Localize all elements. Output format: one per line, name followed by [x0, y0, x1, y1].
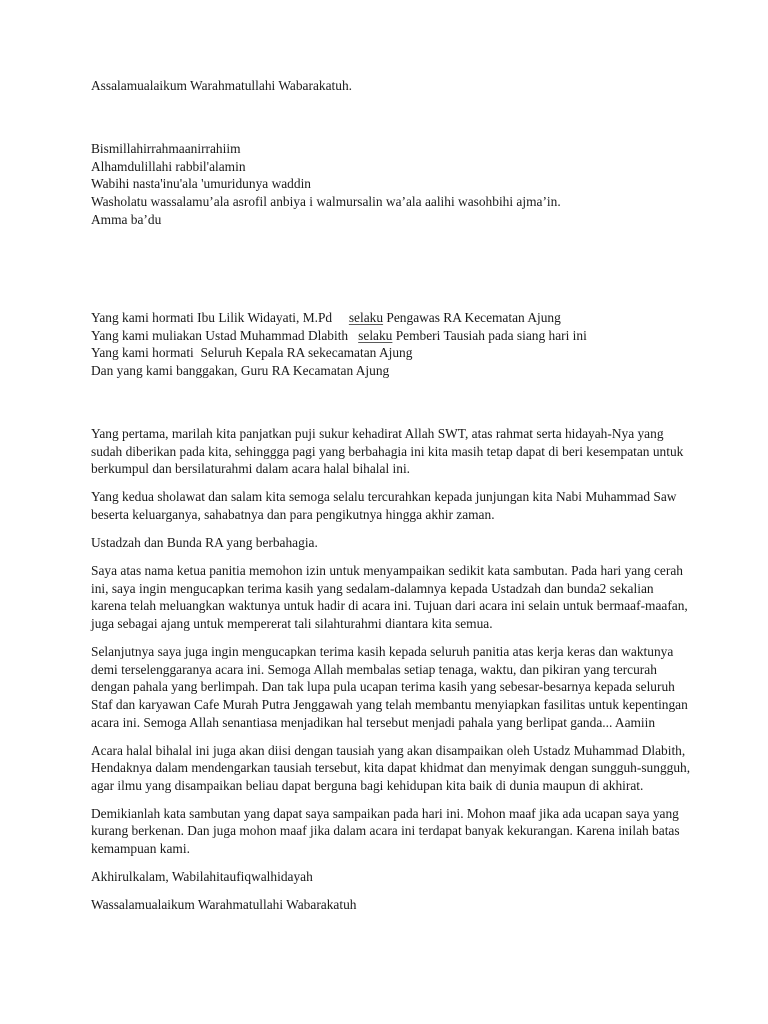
opening-line: Bismillahirrahmaanirrahiim [91, 141, 241, 157]
opening-line: Amma ba’du [91, 211, 162, 227]
selaku-underlined: selaku [348, 310, 384, 326]
paragraph-selanjutnya: Selanjutnya saya juga ingin mengucapkan terima kasih kepada seluruh panitia atas kerja keras dan waktunya demi terselenggaranya acara ini. Semoga Allah membalas setiap tenaga, waktu, dan pikiran yang tercurah dengan pahala yang berlimpah. Dan tak lupa pula ucapan terima kasih yang sebesar-besarnya kepada seluruh Staf dan karyawan Cafe Murah Putra Jenggawah yang telah membantu menyiapkan fasilitas untuk kepentingan acara ini. Semoga Allah senantiasa menjadikan hal tersebut menjadi pahala yang berlipat ganda... Aamiin [91, 644, 692, 730]
honorific-text: Pemberi Tausiah pada siang hari ini [392, 327, 587, 343]
paragraph-kedua: Yang kedua sholawat dan salam kita semoga selalu tercurahkan kepada junjungan kita Nabi Muhammad Saw beserta keluarganya, sahabatnya dan para pengikutnya hingga akhir zaman. [91, 489, 680, 523]
opening-line: Wabihi nasta'inu'ala 'umuridunya waddin [91, 176, 311, 192]
paragraph-ustadzah: Ustadzah dan Bunda RA yang berbahagia. [91, 535, 318, 551]
opening-paragraph [91, 105, 691, 263]
honorific-line: Yang kami hormati Seluruh Kepala RA sekecamatan Ajung [91, 345, 413, 361]
closing-paragraph: Wassalamualaikum Warahmatullahi Wabarakatuh [91, 897, 357, 913]
honorific-line [91, 309, 691, 327]
honorific-line: Dan yang kami banggakan, Guru RA Kecamatan Ajung [91, 362, 390, 378]
paragraph-demikian: Demikianlah kata sambutan yang dapat saya sampaikan pada hari ini. Mohon maaf jika ada ucapan saya yang kurang berkenan. Dan juga mohon maaf jika dalam acara ini terdapat banyak kekurangan. Karena inilah batas kemampuan kami. [91, 805, 683, 857]
document-page [91, 77, 694, 924]
paragraph-saya: Saya atas nama ketua panitia memohon izin untuk menyampaikan sedikit kata sambutan. Pada hari yang cerah ini, saya ingin mengucapkan terima kasih yang sedalam-dalamnya kepada Ustadzah dan bunda2 sekalian karena telah meluangkan waktunya untuk hadir di acara ini. Tujuan dari acara ini selain untuk bermaaf-maafan, juga sebagai ajang untuk mempererat tali silahturahmi diantara kita semua. [91, 563, 692, 632]
paragraph-akhirulkalam: Akhirulkalam, Wabilahitaufiqwalhidayah [91, 869, 313, 885]
honorifics-paragraph [91, 274, 691, 415]
paragraph-pertama: Yang pertama, marilah kita panjatkan puji sukur kehadirat Allah SWT, atas rahmat serta hidayah-Nya yang sudah diberikan pada kita, sehinggga pagi yang berbahagia ini kita masih tetap dapat di beri kesempatan untuk berkumpul dan bersilaturahmi dalam acara halal bihalal ini. [91, 426, 687, 477]
greeting-paragraph: Assalamualaikum Warahmatullahi Wabarakatuh. [91, 78, 352, 93]
paragraph-acara: Acara halal bihalal ini juga akan diisi dengan tausiah yang akan disampaikan oleh Ustadz Muhammad Dlabith, Hendaknya dalam mendengarkan tausiah tersebut, kita dapat khidmat dan menyimak dengan sungguh-sungguh, agar ilmu yang disampaikan beliau dapat berguna bagi kehidupan kita baik di dunia maupun di akhirat. [91, 742, 694, 793]
selaku-underlined: selaku [358, 327, 393, 343]
honorific-text: Yang kami muliakan Ustad Muhammad Dlabith [91, 327, 359, 343]
honorific-line [91, 327, 691, 345]
honorific-text: Pengawas RA Kecematan Ajung [383, 310, 561, 326]
opening-line: Alhamdulillahi rabbil'alamin [91, 158, 246, 174]
opening-line: Washolatu wassalamu’ala asrofil anbiya i walmursalin wa’ala aalihi wasohbihi ajma’in. [91, 194, 561, 210]
honorific-text: Yang kami hormati Ibu Lilik Widayati, M.Pd [91, 310, 349, 326]
